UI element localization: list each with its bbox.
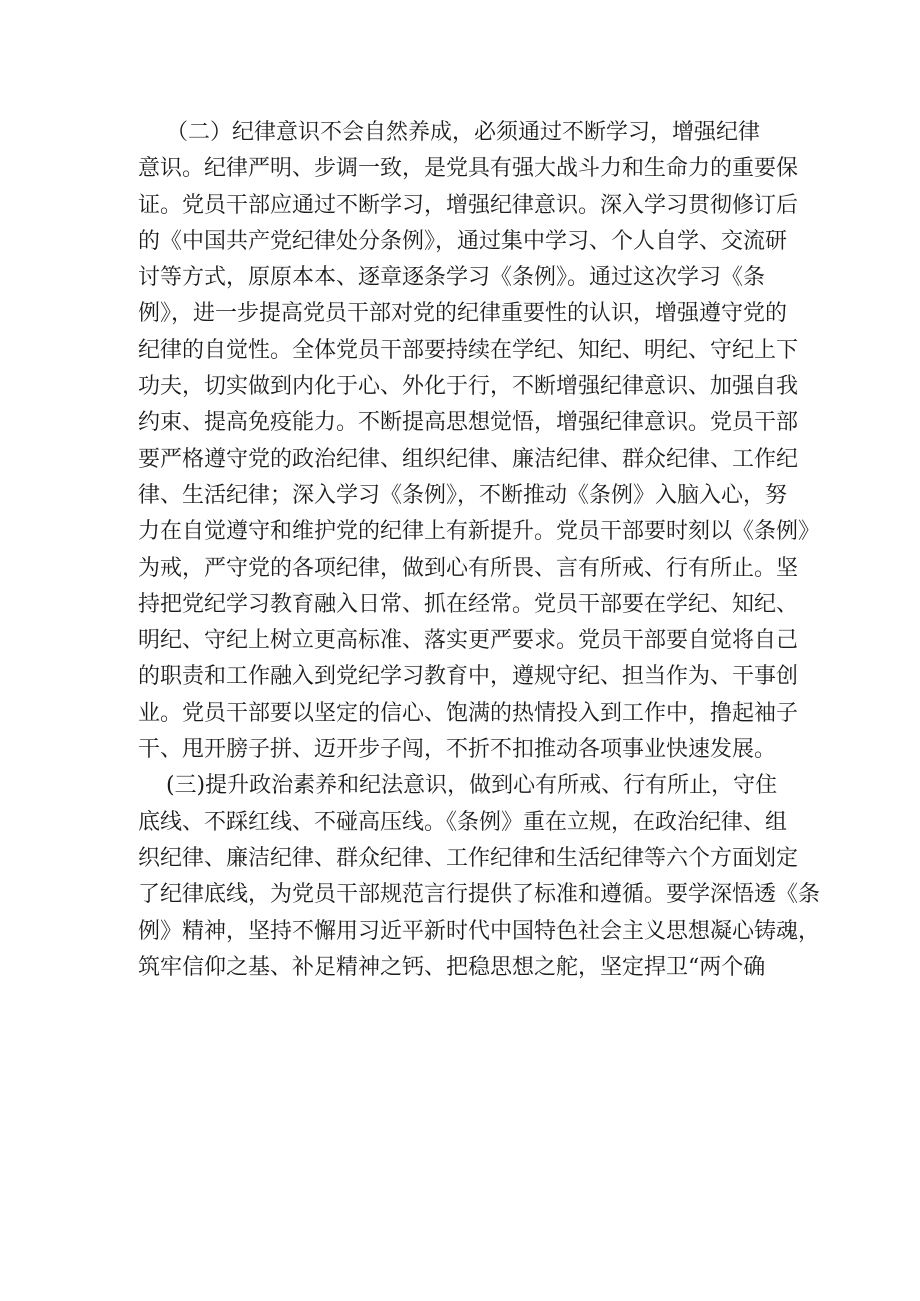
text-line: 证。党员干部应通过不断学习，增强纪律意识。深入学习贯彻修订后: [138, 192, 799, 218]
text-line: 意识。纪律严明、步调一致，是党具有强大战斗力和生命力的重要保: [138, 156, 799, 182]
text-line: 例》精神，坚持不懈用习近平新时代中国特色社会主义思想凝心铸魂，: [138, 918, 821, 944]
body-text: [138, 115, 821, 986]
text-line: 明纪、守纪上树立更高标准、落实更严要求。党员干部要自觉将自己: [138, 628, 799, 654]
text-line: 持把党纪学习教育融入日常、抓在经常。党员干部要在学纪、知纪、: [138, 591, 799, 617]
text-line: 底线、不踩红线、不碰高压线。《条例》重在立规，在政治纪律、组: [138, 809, 788, 835]
text-line: 讨等方式，原原本本、逐章逐条学习《条例》。通过这次学习《条: [138, 265, 766, 291]
text-line: 筑牢信仰之基、补足精神之钙、把稳思想之舵，坚定捍卫“两个确: [138, 954, 766, 980]
text-line: 的《中国共产党纪律处分条例》，通过集中学习、个人自学、交流研: [138, 228, 788, 254]
text-line: 力在自觉遵守和维护党的纪律上有新提升。党员干部要时刻以《条例》: [138, 519, 821, 545]
text-line: 干、甩开膀子拼、迈开步子闯，不折不扣推动各项事业快速发展。: [138, 737, 777, 763]
text-line: 功夫，切实做到内化于心、外化于行，不断增强纪律意识、加强自我: [138, 374, 799, 400]
text-line: 要严格遵守党的政治纪律、组织纪律、廉洁纪律、群众纪律、工作纪: [138, 446, 799, 472]
text-line: 的职责和工作融入到党纪学习教育中，遵规守纪、担当作为、干事创: [138, 664, 799, 690]
text-line: 律、生活纪律；深入学习《条例》，不断推动《条例》入脑入心，努: [138, 482, 788, 508]
text-line: 业。党员干部要以坚定的信心、饱满的热情投入到工作中，撸起袖子: [138, 700, 799, 726]
text-line: (三)提升政治素养和纪法意识，做到心有所戒、行有所止，守住: [138, 773, 778, 799]
text-line: 约束、提高免疫能力。不断提高思想觉悟，增强纪律意识。党员干部: [138, 410, 799, 436]
text-line: 了纪律底线，为党员干部规范言行提供了标准和遵循。要学深悟透《条: [138, 882, 821, 908]
text-line: （二）纪律意识不会自然养成，必须通过不断学习，增强纪律: [138, 120, 760, 145]
text-line: 纪律的自觉性。全体党员干部要持续在学纪、知纪、明纪、守纪上下: [138, 337, 799, 363]
text-line: 例》，进一步提高党员干部对党的纪律重要性的认识，增强遵守党的: [138, 301, 788, 327]
text-line: 为戒，严守党的各项纪律，做到心有所畏、言有所戒、行有所止。坚: [138, 555, 799, 581]
paragraph-section-two: [138, 115, 821, 768]
paragraph-section-three: [138, 768, 821, 986]
text-line: 织纪律、廉洁纪律、群众纪律、工作纪律和生活纪律等六个方面划定: [138, 845, 799, 871]
